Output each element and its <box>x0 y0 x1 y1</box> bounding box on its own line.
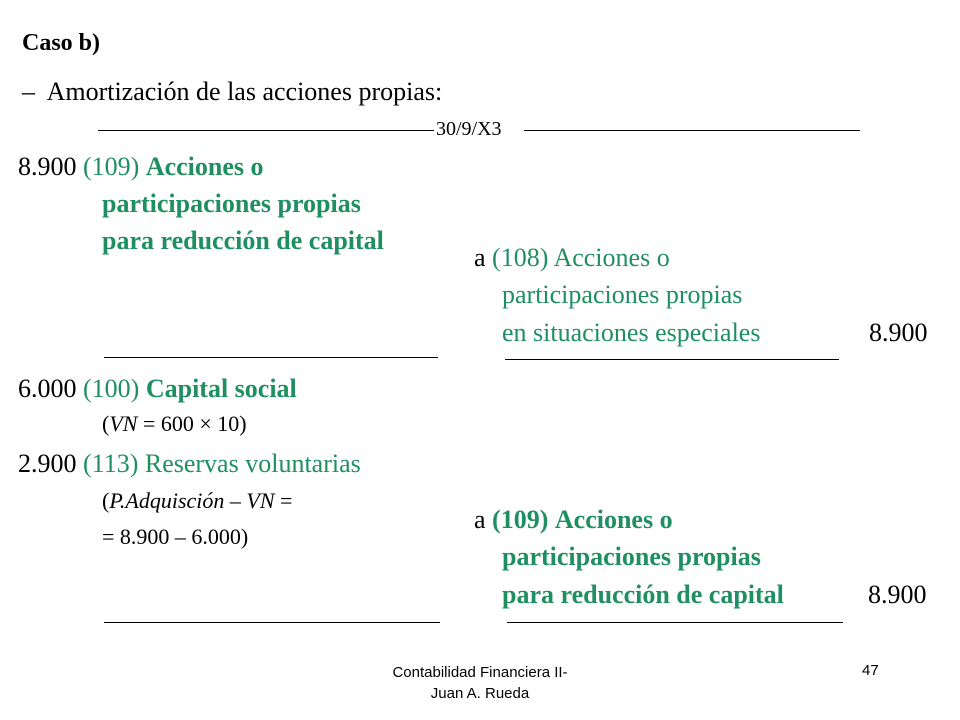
entry2-credit-prefix: a <box>474 505 486 534</box>
entry2-debit2-name: Reservas voluntarias <box>144 449 361 478</box>
section-title: Caso b) <box>22 30 101 56</box>
entry2-debit2-note1-rest: = <box>274 488 293 513</box>
entry2-debit1-code: (100) <box>83 374 140 403</box>
entry2-debit1-line <box>18 370 297 407</box>
subtitle-line <box>22 73 442 110</box>
entry2-debit2-note1 <box>102 488 292 514</box>
entry2-debit1-name: Capital social <box>145 374 297 403</box>
entry2-debit2-note1-italic: P.Adquisción – VN <box>109 488 275 513</box>
footer-course-line1: Contabilidad Financiera II- <box>392 664 568 681</box>
footer-course <box>330 662 630 704</box>
entry2-debit2-note2: = 8.900 – 6.000) <box>102 524 249 549</box>
entry2-debit-rule <box>104 622 440 623</box>
entry2-debit1-amount: 6.000 <box>18 374 77 403</box>
entry1-credit-first-line <box>474 239 670 276</box>
entry2-debit1-note-rest: = 600 × 10) <box>137 411 247 436</box>
entry1-credit-code: (108) <box>492 243 549 272</box>
entry1-debit-line3: para reducción de capital <box>102 226 384 255</box>
date-rule-left <box>98 130 434 131</box>
entry1-credit-amount: 8.900 <box>869 318 928 347</box>
entry1-debit-rule <box>104 357 438 358</box>
entry1-debit-code: (109) <box>83 152 140 181</box>
entry1-credit-rule <box>505 359 839 360</box>
entry1-debit-name: Acciones o <box>145 152 264 181</box>
entry1-credit-line2: participaciones propias <box>502 280 743 309</box>
entry2-credit-code: (109) <box>492 505 549 534</box>
footer-course-line2: Juan A. Rueda <box>430 685 530 702</box>
entry2-credit-name: Acciones o <box>554 505 673 534</box>
entry2-debit2-note1-open: ( <box>102 488 110 513</box>
entry2-debit1-note <box>102 411 247 437</box>
page-number: 47 <box>862 662 879 679</box>
entry2-credit-first-line <box>474 501 673 538</box>
subtitle-text: Amortización de las acciones propias: <box>46 77 443 106</box>
entry1-credit-prefix: a <box>474 243 486 272</box>
entry1-debit-line2: participaciones propias <box>102 189 361 218</box>
subtitle-dash: – <box>22 77 35 106</box>
entry1-debit-amount: 8.900 <box>18 152 77 181</box>
entry2-credit-rule <box>507 622 843 623</box>
entry1-credit-line3: en situaciones especiales <box>502 318 761 347</box>
entry1-credit-name: Acciones o <box>553 243 670 272</box>
entry2-debit1-note-vn: VN <box>109 411 138 436</box>
entry2-debit2-line <box>18 445 361 482</box>
entry2-credit-amount: 8.900 <box>868 580 927 609</box>
entry2-credit-line3: para reducción de capital <box>502 580 784 609</box>
entry1-debit-first-line <box>18 148 264 185</box>
entry2-debit2-code: (113) <box>83 449 139 478</box>
entry-date: 30/9/X3 <box>436 118 502 140</box>
date-rule-right <box>524 130 860 131</box>
entry2-debit1-note-open: ( <box>102 411 110 436</box>
entry2-debit2-amount: 2.900 <box>18 449 77 478</box>
entry2-credit-line2: participaciones propias <box>502 542 761 571</box>
